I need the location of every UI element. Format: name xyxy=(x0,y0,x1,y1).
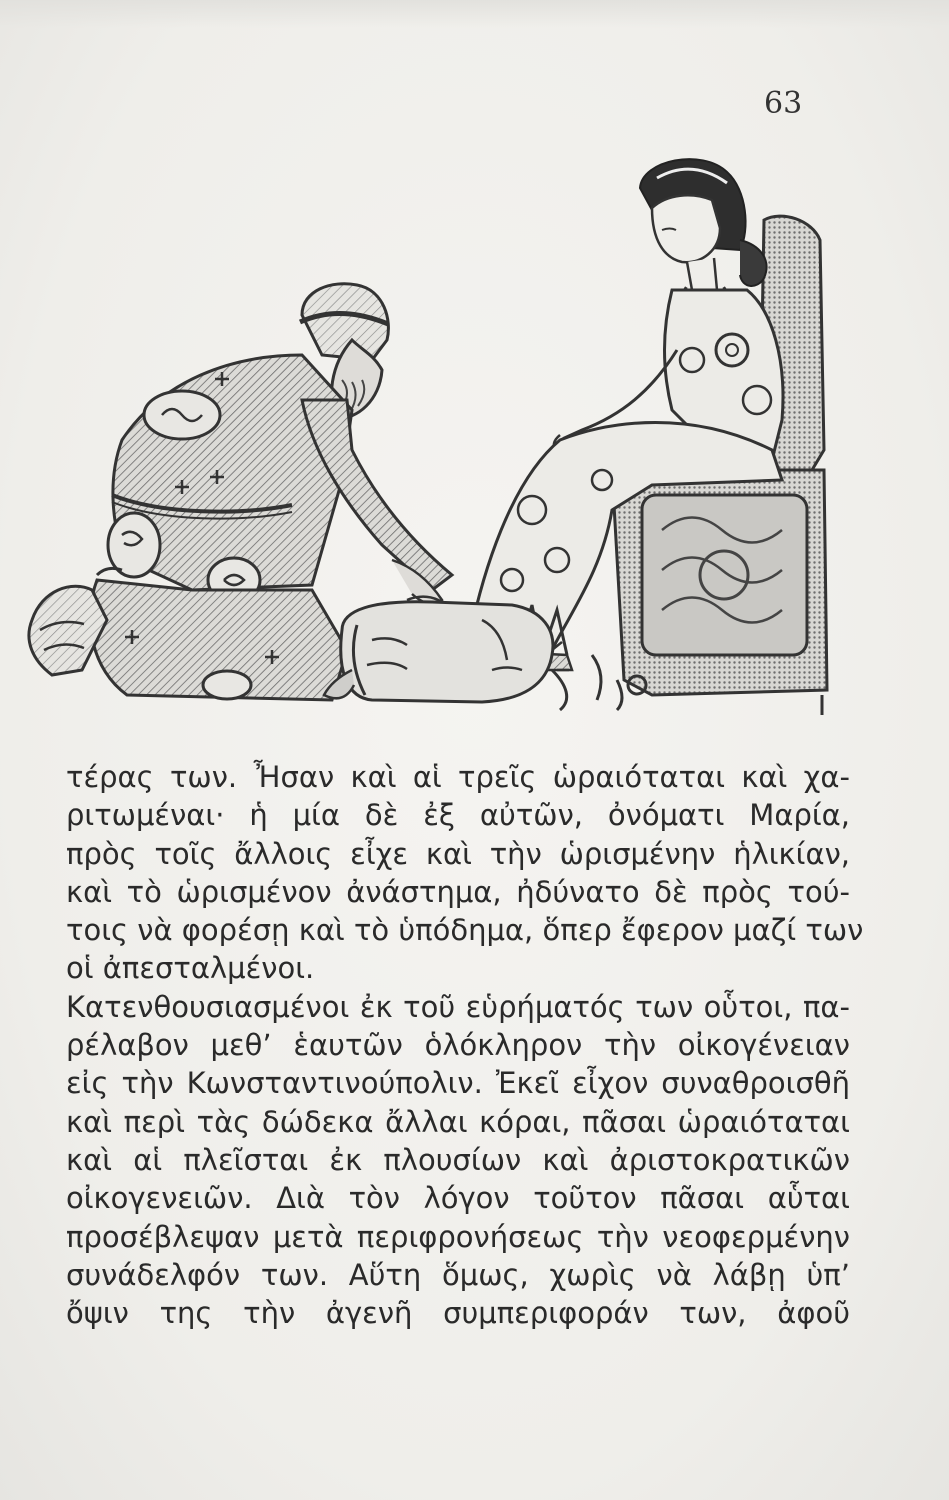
text-line: συνάδελφόν των. Αὕτη ὅμως, χωρὶς νὰ λάβῃ ὑπ’ xyxy=(66,1257,850,1292)
text-line: καὶ αἱ πλεῖσται ἐκ πλουσίων καὶ ἀριστοκρατικῶν xyxy=(66,1142,850,1177)
text-line: καὶ τὸ ὡρισμένον ἀνάστημα, ἠδύνατο δὲ πρὸς τού- xyxy=(66,874,850,909)
text-line: ριτωμέναι· ἡ μία δὲ ἐξ αὐτῶν, ὀνόματι Μαρία, xyxy=(66,798,850,833)
text-line: εἰς τὴν Κωνσταντινούπολιν. Ἐκεῖ εἶχον συναθροισθῆ xyxy=(66,1066,850,1101)
cushion-stool xyxy=(324,602,569,702)
paragraph-2 xyxy=(66,988,850,1333)
page-number: 63 xyxy=(764,86,803,121)
text-line: τοις νὰ φορέσῃ καὶ τὸ ὑπόδημα, ὅπερ ἔφερον μαζί των xyxy=(66,913,864,948)
kneeling-man-and-seated-woman-illustration xyxy=(12,150,842,730)
page-top-shadow xyxy=(0,0,949,28)
text-line: προσέβλεψαν μετὰ περιφρονήσεως τὴν νεοφερμένην xyxy=(66,1219,850,1254)
text-line: καὶ περὶ τὰς δώδεκα ἄλλαι κόραι, πᾶσαι ὡραιόταται xyxy=(66,1104,850,1139)
text-line: ρέλαβον μεθ’ ἑαυτῶν ὁλόκληρον τὴν οἰκογένειαν xyxy=(66,1028,850,1063)
paragraph-1 xyxy=(66,758,864,988)
text-line: τέρας των. Ἦσαν καὶ αἱ τρεῖς ὡραιόταται καὶ χα- xyxy=(66,760,850,794)
text-line: ὄψιν της τὴν ἀγενῆ συμπεριφοράν των, ἀφοῦ xyxy=(66,1296,850,1331)
text-line: οἰκογενειῶν. Διὰ τὸν λόγον τοῦτον πᾶσαι αὗται xyxy=(66,1181,850,1216)
text-line: πρὸς τοῖς ἄλλοις εἶχε καὶ τὴν ὡρισμένην ἡλικίαν, xyxy=(66,836,850,871)
text-line: οἱ ἀπεσταλμένοι. xyxy=(66,951,315,986)
body-text xyxy=(66,758,864,1332)
text-line: Κατενθουσιασμένοι ἐκ τοῦ εὑρήματός των οὗτοι, πα- xyxy=(66,989,850,1024)
